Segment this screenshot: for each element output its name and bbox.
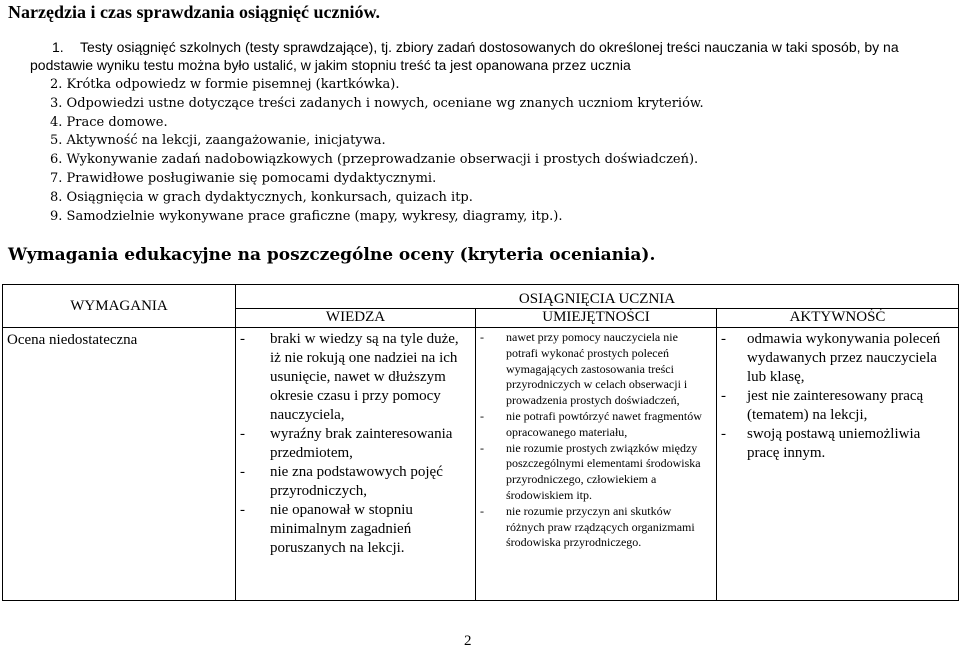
- skills-cell: [476, 328, 717, 601]
- criterion-item: - swoją postawą uniemożliwia pracę innym.: [721, 425, 954, 463]
- list-item: 4. Prace domowe.: [50, 114, 168, 130]
- list-item: 2. Krótka odpowiedz w formie pisemnej (kartkówka).: [50, 77, 400, 92]
- col-header-requirements: WYMAGANIA: [3, 285, 236, 328]
- criterion-item: - nie potrafi powtórzyć nawet fragmentów opracowanego materiału,: [480, 409, 712, 441]
- list-item: 6. Wykonywanie zadań nadobowiązkowych (przeprowadzanie obserwacji i prostych doświadczeń).: [50, 152, 699, 168]
- list-item-text-line2: podstawie wyniku testu można było ustalić, w jakim stopniu treść ta jest opanowana przez ucznia: [30, 57, 631, 73]
- section-heading: Narzędzia i czas sprawdzania osiągnięć uczniów.: [8, 2, 380, 22]
- col-header-activity: AKTYWNOŚĆ: [717, 309, 959, 328]
- criteria-heading: Wymagania edukacyjne na poszczególne oceny (kryteria oceniania).: [8, 245, 656, 265]
- page-number: 2: [464, 633, 472, 649]
- list-item: 7. Prawidłowe posługiwanie się pomocami dydaktycznymi.: [50, 170, 437, 186]
- knowledge-cell: [236, 328, 476, 601]
- criterion-item: - odmawia wykonywania poleceń wydawanych przez nauczyciela lub klasę,: [721, 330, 954, 387]
- criterion-item: - nawet przy pomocy nauczyciela nie potrafi wykonać prostych poleceń wymagających zastosowania treści przyrodniczych w celach obserwacji i prowadzenia prostych doświadczeń,: [480, 330, 712, 409]
- criterion-item: - wyraźny brak zainteresowania przedmiotem,: [240, 425, 471, 463]
- list-item-text-line1: Testy osiągnięć szkolnych (testy sprawdzające), tj. zbiory zadań dostosowanych do określonej treści nauczania w taki sposób, by na: [80, 39, 899, 55]
- criterion-item: - nie zna podstawowych pojęć przyrodniczych,: [240, 463, 471, 501]
- criterion-item: - braki w wiedzy są na tyle duże, iż nie rokują one nadziei na ich usunięcie, nawet w dłuższym okresie czasu i przy pomocy nauczyciela,: [240, 330, 471, 425]
- criterion-item: - jest nie zainteresowany pracą (tematem) na lekcji,: [721, 387, 954, 425]
- list-item: 5. Aktywność na lekcji, zaangażowanie, inicjatywa.: [50, 133, 386, 149]
- list-item: 8. Osiągnięcia w grach dydaktycznych, konkursach, quizach itp.: [50, 189, 473, 205]
- criteria-table: [2, 284, 959, 601]
- col-header-achievements: OSIĄGNIĘCIA UCZNIA: [236, 285, 959, 309]
- criterion-item: - nie rozumie prostych związków między poszczególnymi elementami środowiska przyrodniczego, człowiekiem a środowiskiem itp.: [480, 441, 712, 504]
- activity-cell: [717, 328, 959, 601]
- table-row: [3, 328, 959, 601]
- criterion-item: - nie rozumie przyczyn ani skutków różnych praw rządzących organizmami środowiska przyrodniczego.: [480, 504, 712, 551]
- list-item: 3. Odpowiedzi ustne dotyczące treści zadanych i nowych, oceniane wg znanych uczniom kryteriów.: [50, 95, 704, 111]
- grade-cell: Ocena niedostateczna: [3, 328, 236, 601]
- list-item-number: 1.: [52, 39, 64, 55]
- col-header-skills: UMIEJĘTNOŚCI: [476, 309, 717, 328]
- assessment-tools-list: [50, 76, 704, 226]
- col-header-knowledge: WIEDZA: [236, 309, 476, 328]
- criterion-item: - nie opanował w stopniu minimalnym zagadnień poruszanych na lekcji.: [240, 501, 471, 558]
- list-item: 9. Samodzielnie wykonywane prace graficzne (mapy, wykresy, diagramy, itp.).: [50, 208, 563, 224]
